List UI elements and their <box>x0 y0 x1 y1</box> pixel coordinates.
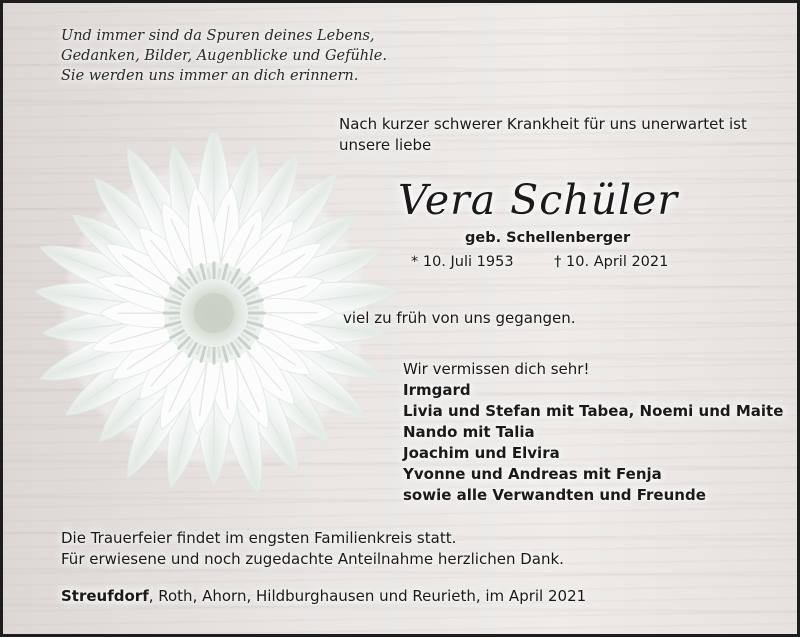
place-rest: , Roth, Ahorn, Hildburghausen und Reurieth, im April 2021 <box>148 587 587 605</box>
intro-line: unsere liebe <box>339 136 432 154</box>
mourner-name: Joachim und Elvira <box>403 444 560 462</box>
verse-line: Und immer sind da Spuren deines Lebens, <box>61 28 375 44</box>
deceased-name: Vera Schüler <box>398 176 679 224</box>
service-line: Für erwiesene und noch zugedachte Anteilnahme herzlichen Dank. <box>61 550 564 568</box>
service-line: Die Trauerfeier findet im engsten Familienkreis statt. <box>61 529 457 547</box>
passing-text: viel zu früh von uns gegangen. <box>343 309 576 327</box>
mourners-list <box>403 359 783 506</box>
life-dates <box>411 254 668 270</box>
mourner-name: Nando mit Talia <box>403 423 535 441</box>
mourner-name: Irmgard <box>403 381 471 399</box>
verse-line: Gedanken, Bilder, Augenblicke und Gefühle. <box>61 48 387 64</box>
maiden-name: geb. Schellenberger <box>465 230 631 246</box>
death-date: † 10. April 2021 <box>554 254 669 270</box>
mourners-lead: Wir vermissen dich sehr! <box>403 360 590 378</box>
place-town: Streufdorf <box>61 587 149 605</box>
intro-line: Nach kurzer schwerer Krankheit für uns unerwartet ist <box>339 115 747 133</box>
birth-date: * 10. Juli 1953 <box>411 254 514 270</box>
place-and-date <box>61 587 586 605</box>
mourner-name: Livia und Stefan mit Tabea, Noemi und Maite <box>403 402 784 420</box>
mourner-name: Yvonne und Andreas mit Fenja <box>403 465 662 483</box>
verse-line: Sie werden uns immer an dich erinnern. <box>61 68 359 84</box>
intro-text <box>339 114 769 156</box>
mourner-name: sowie alle Verwandten und Freunde <box>403 486 706 504</box>
service-note <box>61 528 564 570</box>
memorial-verse <box>61 26 441 86</box>
